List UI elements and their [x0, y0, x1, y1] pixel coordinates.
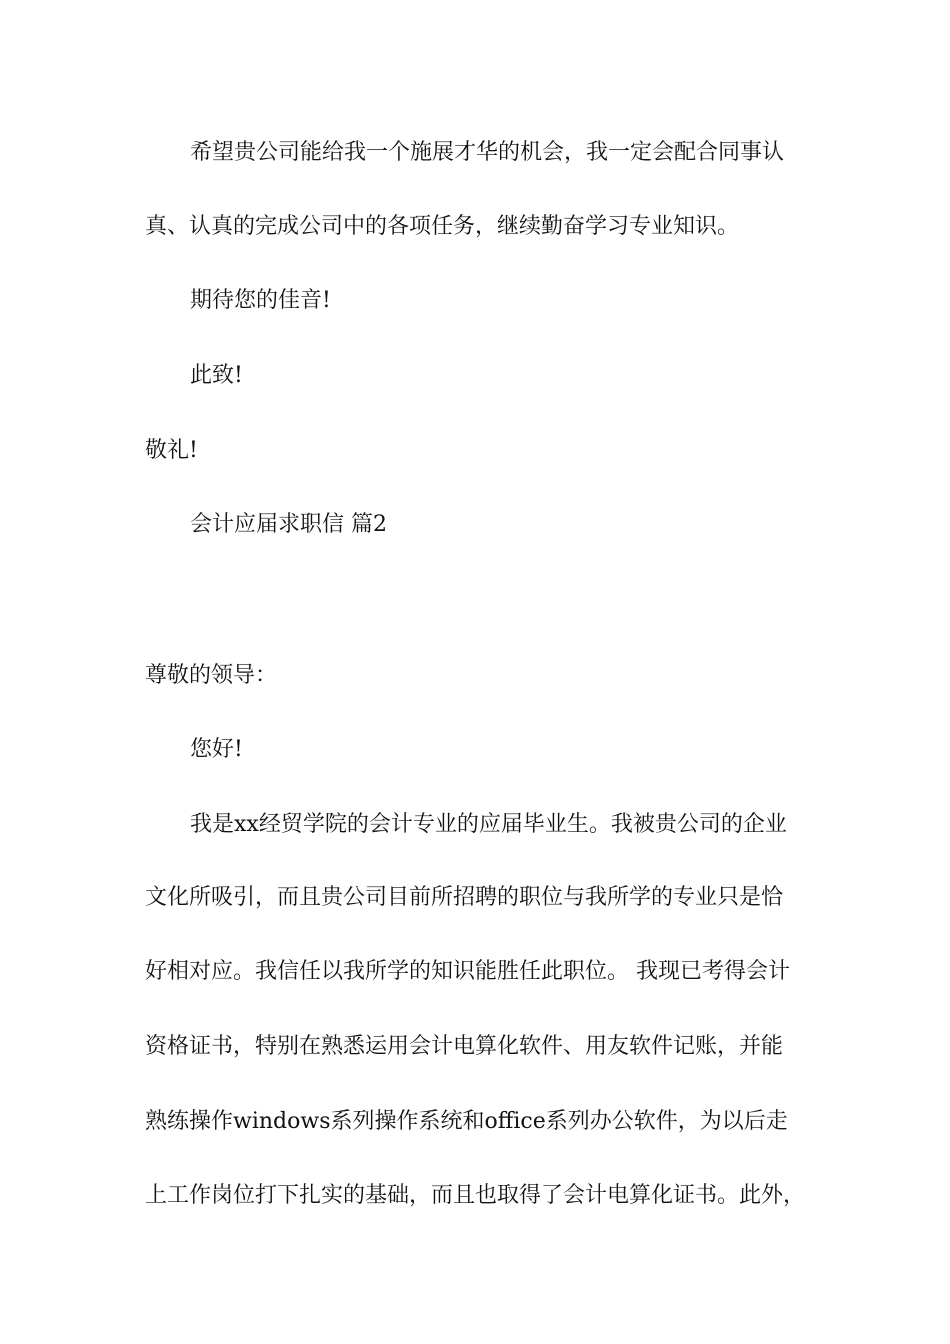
- paragraph-line: 上工作岗位打下扎实的基础，而且也取得了会计电算化证书。此外，: [145, 1183, 806, 1208]
- paragraph-line: 好相对应。我信任以我所学的知识能胜任此职位。 我现已考得会计: [145, 959, 790, 984]
- section-heading: 会计应届求职信 篇2: [190, 512, 387, 537]
- paragraph-line: 资格证书，特别在熟悉运用会计电算化软件、用友软件记账，并能: [145, 1034, 784, 1059]
- closing-line: 敬礼!: [145, 438, 198, 463]
- closing-line: 此致!: [190, 363, 243, 388]
- salutation: 尊敬的领导：: [145, 663, 278, 688]
- greeting: 您好!: [190, 737, 243, 762]
- paragraph-line: 文化所吸引，而且贵公司目前所招聘的职位与我所学的专业只是恰: [145, 885, 784, 910]
- paragraph-line: 真、认真的完成公司中的各项任务，继续勤奋学习专业知识。: [145, 214, 740, 239]
- paragraph-line: 希望贵公司能给我一个施展才华的机会，我一定会配合同事认: [190, 140, 785, 165]
- paragraph-line: 我是xx经贸学院的会计专业的应届毕业生。我被贵公司的企业: [190, 812, 787, 837]
- closing-line: 期待您的佳音!: [190, 288, 331, 313]
- paragraph-line: 熟练操作windows系列操作系统和office系列办公软件，为以后走: [145, 1109, 788, 1134]
